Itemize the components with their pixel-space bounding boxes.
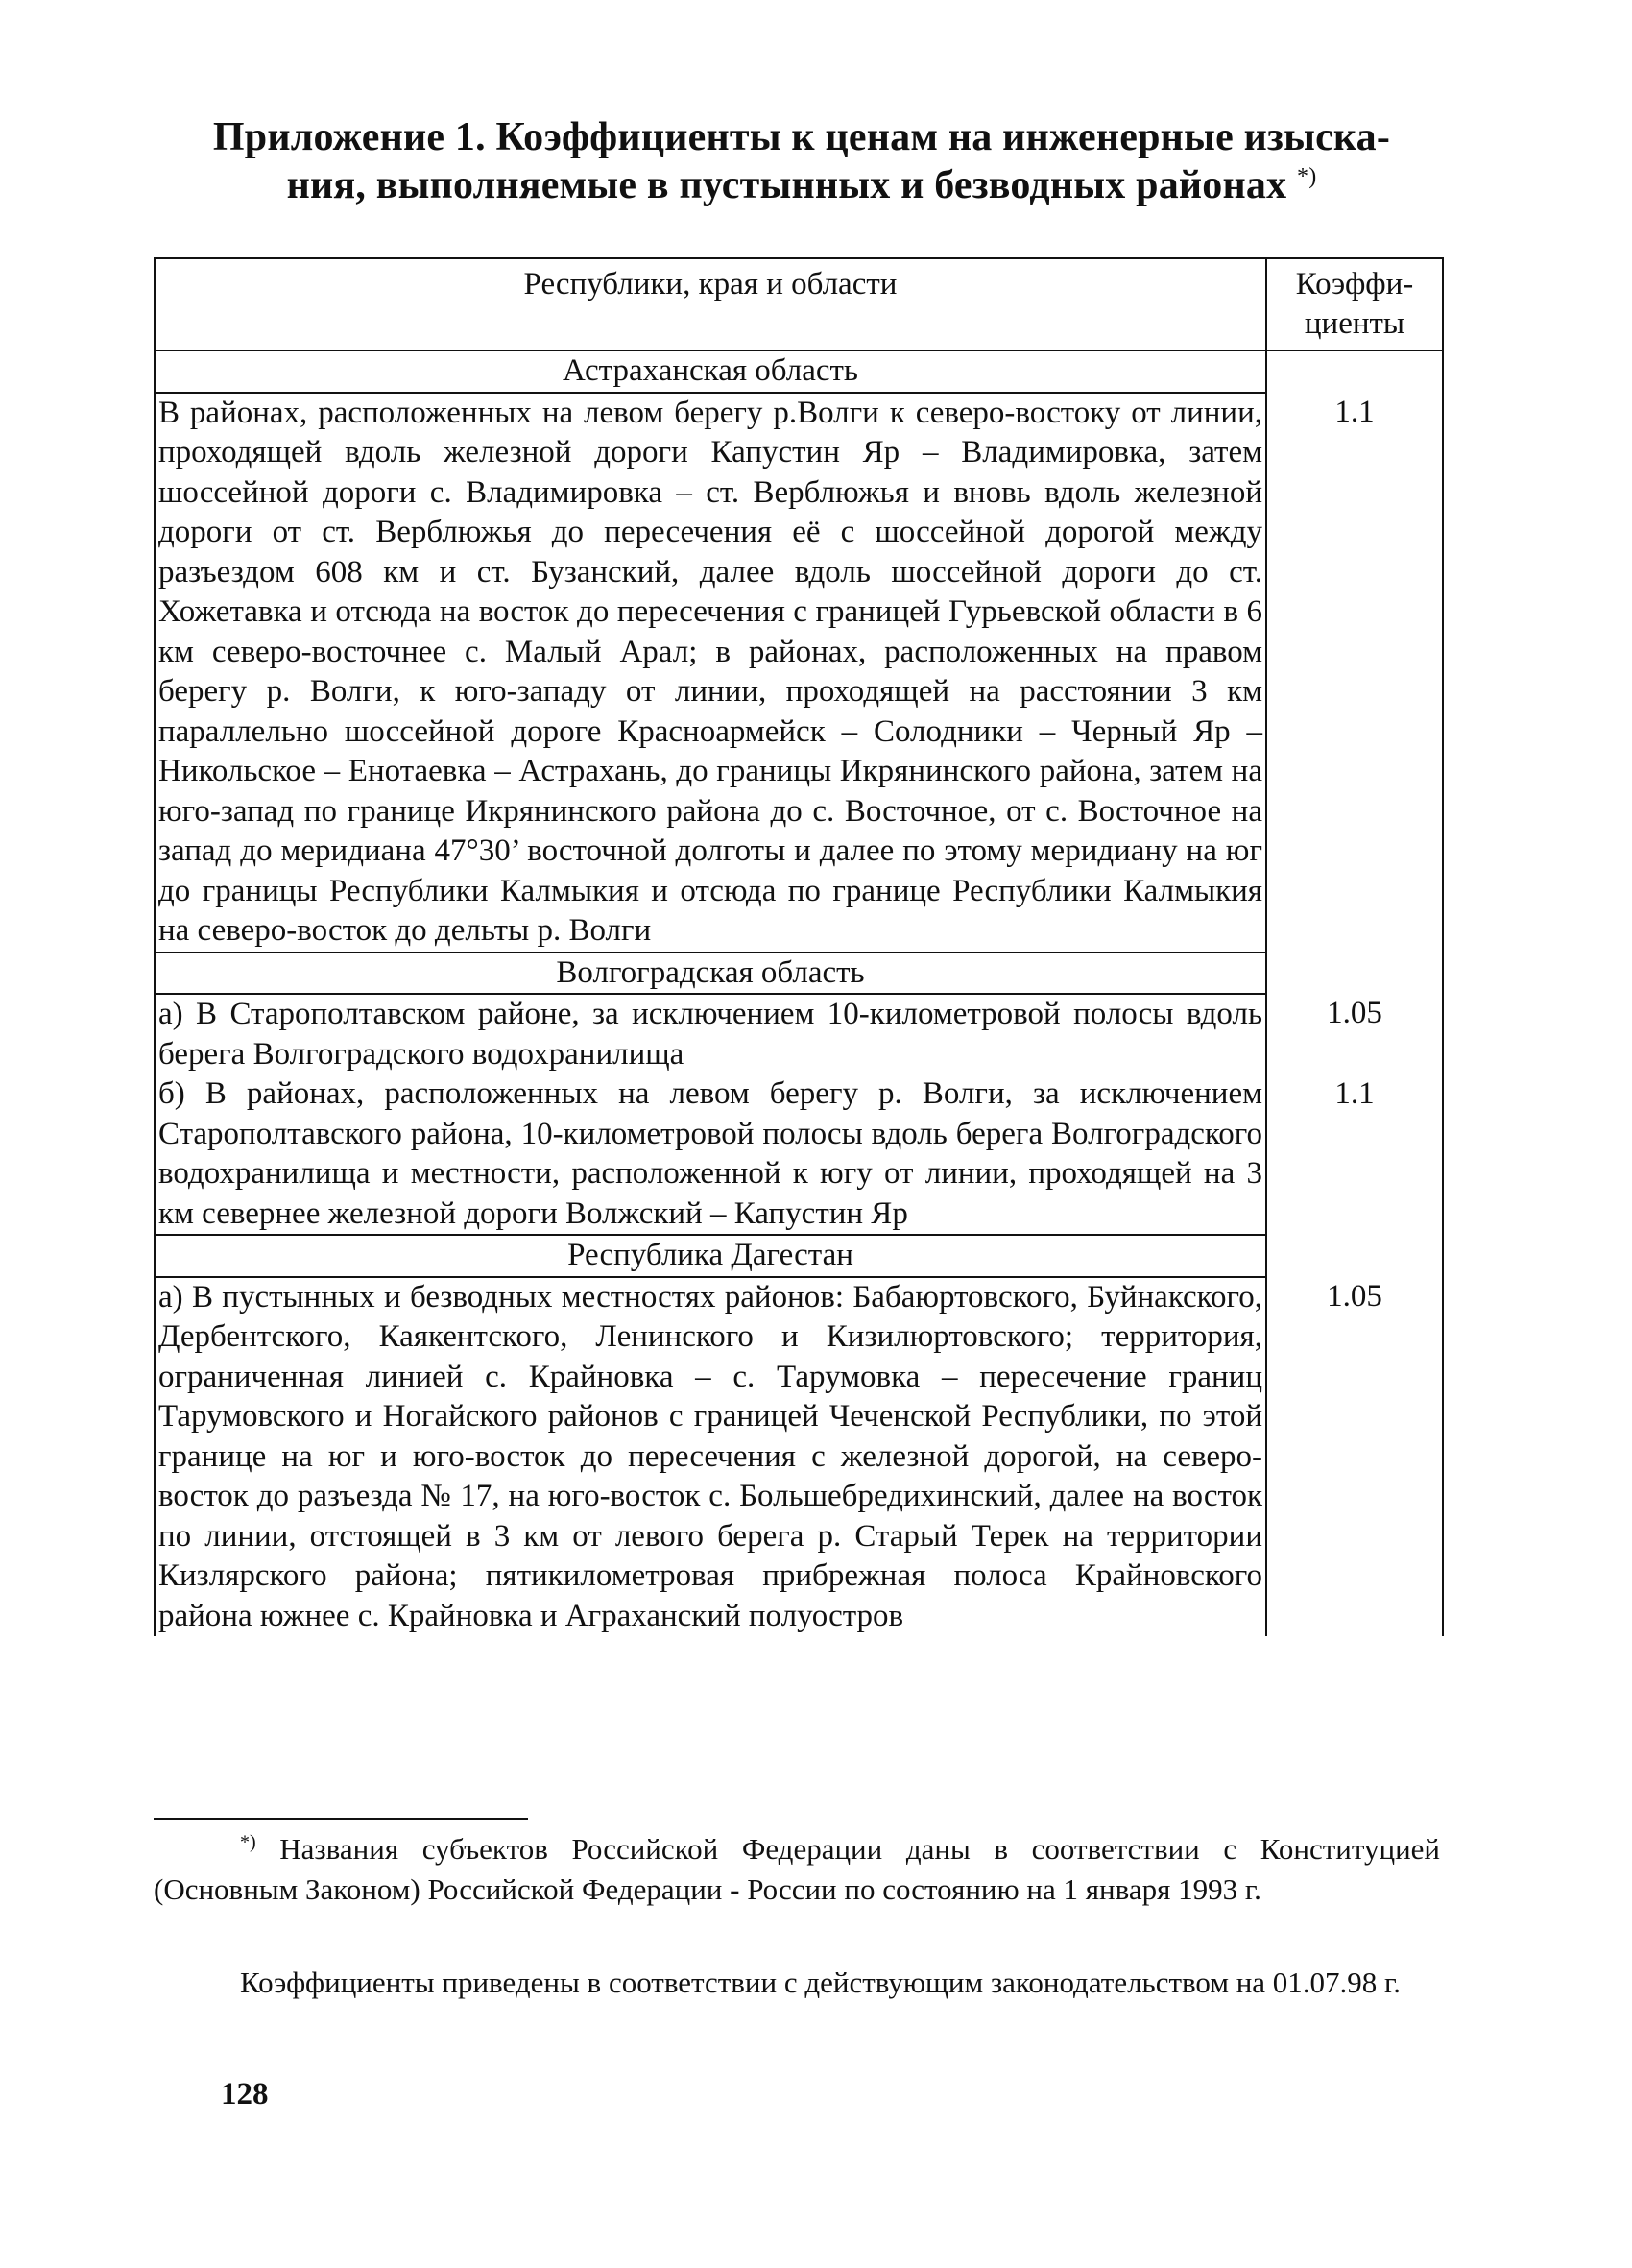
title-footnote-mark: *) xyxy=(1297,164,1317,189)
table-row xyxy=(155,994,1443,1074)
table-header-row xyxy=(155,258,1443,350)
row-text-dagestan-a: а) В пустынных и безводных местностях районов: Бабаюртовского, Буйнакского, Дербентского, Каякентского, Ленинского и Кизилюртовского; территория, ограниченная линией с. Крайновка – с. Тарумовка – пересечение границ Тарумовского и Ногайского районов с границей Чеченской Республики, по этой границе на юг и юго-восток до пересечения с железной дорогой, на северо-восток до разъезда № 17, на юго-восток с. Большебредихинский, далее на восток по линии, отстоящей в 3 км от левого берега р. Старый Терек на территории Кизлярского района; пятикилометровая прибрежная полоса Крайновского района южнее с. Крайновка и Аграханский полуостров xyxy=(155,1277,1266,1637)
page-number: 128 xyxy=(221,2077,269,2111)
section-heading-row xyxy=(155,953,1443,995)
header-coefficients-line2: циенты xyxy=(1304,306,1405,341)
footnote-mark: *) xyxy=(240,1831,256,1853)
section-coef-spacer xyxy=(1266,953,1443,995)
title-line-2: ния, выполняемые в пустынных и безводных районах xyxy=(286,163,1287,207)
section-heading-dagestan: Республика Дагестан xyxy=(155,1235,1266,1277)
table-row xyxy=(155,1277,1443,1637)
row-text-volgograd-b: б) В районах, расположенных на левом берегу р. Волги, за исключением Старополтавского района, 10-километровой полосы вдоль берега Волгоградского водохранилища и местности, расположенной к югу от линии, проходящей на 3 км севернее железной дороги Волжский – Капустин Яр xyxy=(155,1074,1266,1235)
row-coefficient-volgograd-a: 1.05 xyxy=(1266,994,1443,1074)
row-text-volgograd-a: а) В Старополтавском районе, за исключением 10-километровой полосы вдоль берега Волгоградского водохранилища xyxy=(155,994,1266,1074)
section-heading-row xyxy=(155,350,1443,393)
title-line-1: Приложение 1. Коэффициенты к ценам на инженерные изыска- xyxy=(212,115,1391,159)
section-heading-row xyxy=(155,1235,1443,1277)
footnote-2 xyxy=(154,1963,1440,2003)
section-coef-spacer xyxy=(1266,350,1443,393)
section-heading-astrakhan: Астраханская область xyxy=(155,350,1266,393)
section-heading-volgograd: Волгоградская область xyxy=(155,953,1266,995)
footnote-2-text: Коэффициенты приведены в соответствии с действующим законодательством на 01.07.98 г. xyxy=(240,1966,1402,1999)
header-coefficients-line1: Коэффи- xyxy=(1295,267,1414,302)
footnote-1 xyxy=(154,1829,1440,1910)
page-title xyxy=(158,113,1445,209)
row-coefficient-volgograd-b: 1.1 xyxy=(1266,1074,1443,1235)
row-coefficient-dagestan-a: 1.05 xyxy=(1266,1277,1443,1637)
footnote-divider xyxy=(154,1818,528,1820)
table-row xyxy=(155,393,1443,953)
coefficients-table xyxy=(154,257,1444,1636)
header-regions: Республики, края и области xyxy=(155,258,1266,350)
row-text-astrakhan: В районах, расположенных на левом берегу р.Волги к северо-востоку от линии, проходящей вдоль железной дороги Капустин Яр – Владимировка, затем шоссейной дороги с. Владимировка – ст. Верблюжья и вновь вдоль железной дороги от ст. Верблюжья до пересечения её с шоссейной дорогой между разъездом 608 км и ст. Бузанский, далее вдоль шоссейной дороги до ст. Хожетавка и отсюда на восток до пересечения с границей Гурьевской области в 6 км северо-восточнее с. Малый Арал; в районах, расположенных на правом берегу р. Волги, к юго-западу от линии, проходящей на расстоянии 3 км параллельно шоссейной дороге Красноармейск – Солодники – Черный Яр – Никольское – Енотаевка – Астрахань, до границы Икрянинского района, затем на юго-запад по границе Икрянинского района до с. Восточное, от с. Восточное на запад до меридиана 47°30’ восточной долготы и далее по этому меридиану на юг до границы Республики Калмыкия и отсюда по границе Республики Калмыкия на северо-восток до дельты р. Волги xyxy=(155,393,1266,953)
table-row xyxy=(155,1074,1443,1235)
header-coefficients xyxy=(1266,258,1443,350)
section-coef-spacer xyxy=(1266,1235,1443,1277)
row-coefficient-astrakhan: 1.1 xyxy=(1266,393,1443,953)
footnote-1-text: Названия субъектов Российской Федерации даны в соответствии с Конституцией (Основным Законом) Российской Федерации - России по состоянию на 1 января 1993 г. xyxy=(154,1832,1441,1906)
